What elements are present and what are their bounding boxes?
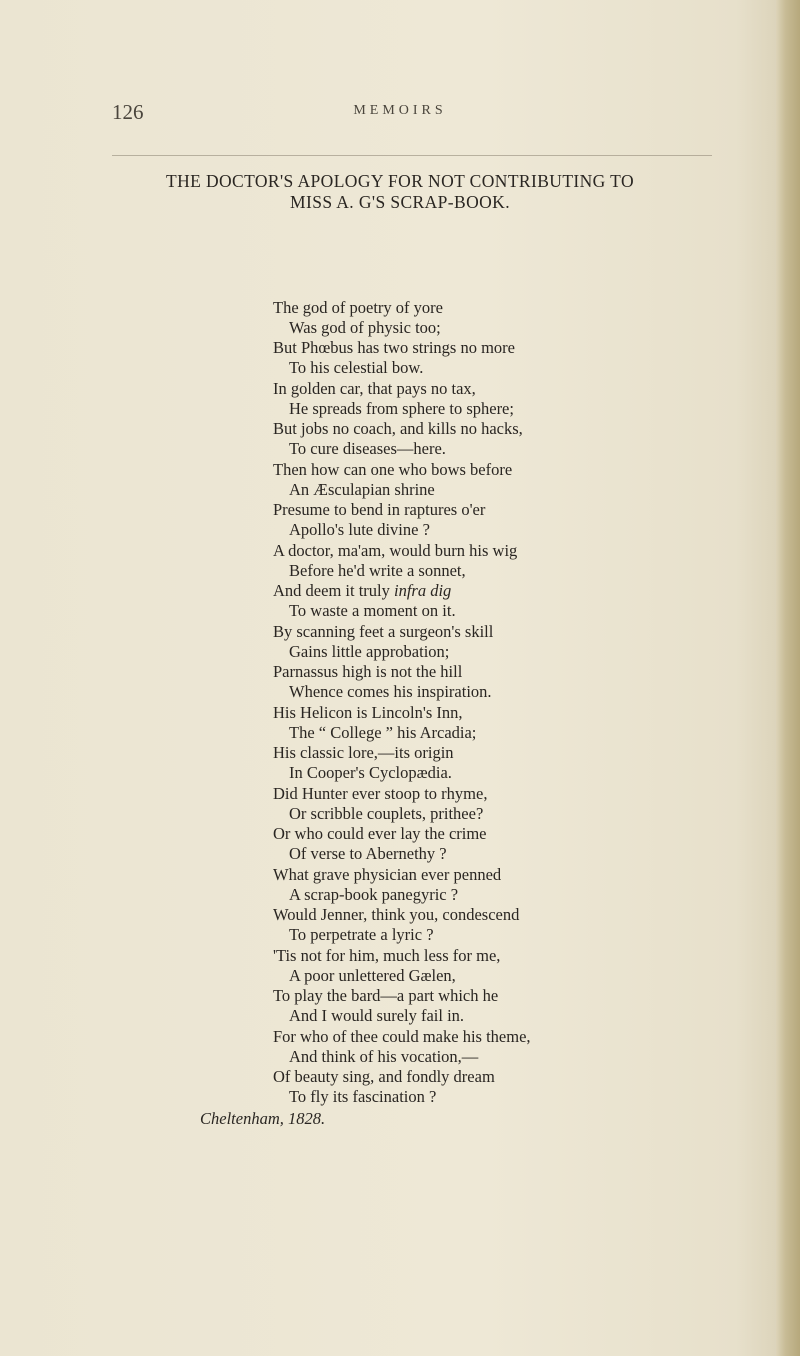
page-number: 126 (112, 100, 144, 124)
poem-line: Before he'd write a sonnet, (289, 561, 466, 580)
page-header (0, 0, 800, 160)
poem-line: An Æsculapian shrine (289, 480, 435, 499)
poem-line: But jobs no coach, and kills no hacks, (273, 419, 523, 438)
poem-line: A poor unlettered Gælen, (289, 966, 456, 985)
running-head: MEMOIRS (353, 103, 447, 118)
poem-line: His Helicon is Lincoln's Inn, (273, 703, 463, 722)
title-line-1: THE DOCTOR'S APOLOGY FOR NOT CONTRIBUTING TO (165, 171, 634, 191)
poem-line: To cure diseases—here. (289, 439, 446, 458)
poem-title (0, 171, 800, 213)
poem-line: By scanning feet a surgeon's skill (273, 622, 494, 641)
poem-line: And think of his vocation,— (289, 1047, 479, 1066)
poem-line: Gains little approbation; (289, 642, 450, 661)
title-line-2: MISS A. G'S SCRAP-BOOK. (290, 192, 510, 212)
poem-line: A scrap-book panegyric ? (289, 885, 459, 904)
poem-line: Whence comes his inspiration. (289, 682, 492, 701)
poem-line: Parnassus high is not the hill (273, 662, 463, 681)
poem-line: In golden car, that pays no tax, (273, 379, 476, 398)
poem-line: A doctor, ma'am, would burn his wig (273, 541, 518, 560)
poem-line: The god of poetry of yore (273, 298, 443, 317)
poem-line: His classic lore,—its origin (273, 743, 454, 762)
poem-line: Presume to bend in raptures o'er (273, 500, 486, 519)
poem-line: 'Tis not for him, much less for me, (273, 946, 501, 965)
poem-line: Was god of physic too; (289, 318, 441, 337)
poem-line: To play the bard—a part which he (273, 986, 499, 1005)
poem-line: Would Jenner, think you, condescend (273, 905, 520, 924)
poem-line: And I would surely fail in. (289, 1006, 465, 1025)
poem-line: But Phœbus has two strings no more (273, 338, 516, 357)
header-rule (112, 155, 712, 156)
poem-line: For who of thee could make his theme, (273, 1027, 531, 1046)
poem-line: The “ College ” his Arcadia; (289, 723, 477, 742)
poem-line: Or scribble couplets, prithee? (289, 804, 484, 823)
poem-line: To waste a moment on it. (289, 601, 456, 620)
poem-line: Apollo's lute divine ? (289, 520, 430, 539)
poem-line: He spreads from sphere to sphere; (289, 399, 514, 418)
poem-line: To perpetrate a lyric ? (289, 925, 434, 944)
poem-line: Of beauty sing, and fondly dream (273, 1067, 495, 1086)
poem-line: Then how can one who bows before (273, 460, 513, 479)
poem-line: What grave physician ever penned (273, 865, 502, 884)
poem-line: To fly its fascination ? (289, 1087, 437, 1106)
poem-line: Or who could ever lay the crime (273, 824, 487, 843)
poem-line: To his celestial bow. (289, 358, 424, 377)
poem-line: Of verse to Abernethy ? (289, 844, 447, 863)
signoff: Cheltenham, 1828. (200, 1109, 326, 1128)
poem-line: In Cooper's Cyclopædia. (289, 763, 452, 782)
poem-line: Did Hunter ever stoop to rhyme, (273, 784, 488, 803)
poem-line: And deem it truly infra dig (273, 581, 452, 600)
